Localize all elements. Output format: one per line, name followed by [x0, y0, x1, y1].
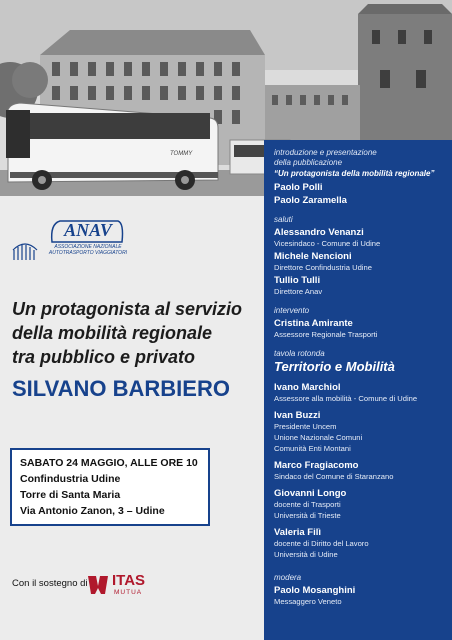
- panel-role: Assessore alla mobilità - Comune di Udine: [274, 394, 418, 403]
- saluti-role: Vicesindaco - Comune di Udine: [274, 239, 381, 248]
- intro-name: Paolo Polli: [274, 182, 323, 193]
- panel-role: Unione Nazionale Comuni: [274, 433, 363, 442]
- saluti-label: saluti: [274, 215, 293, 224]
- saluti-name: Tullio Tulli: [274, 275, 321, 286]
- sponsor-label: Con il sostegno di: [12, 578, 88, 589]
- panel-role: docente di Trasporti: [274, 500, 341, 509]
- intervento-label: intervento: [274, 306, 310, 315]
- event-venue: Confindustria Udine: [20, 473, 121, 485]
- intro-label: introduzione e presentazione: [274, 148, 377, 157]
- saluti-role: Direttore Confindustria Udine: [274, 263, 372, 272]
- anav-logo-subtitle: [48, 244, 128, 256]
- publication-title: “Un protagonista della mobilità regionale”: [274, 169, 435, 178]
- itas-logo: [86, 572, 176, 607]
- event-hall: Torre di Santa Maria: [20, 489, 121, 501]
- panel-name: Ivano Marchiol: [274, 382, 341, 393]
- anav-logo-text: ANAV: [64, 220, 112, 240]
- intervento-name: Cristina Amirante: [274, 318, 353, 329]
- speaker-name: SILVANO BARBIERO: [12, 376, 230, 401]
- anav-logo: [48, 218, 126, 264]
- panel-role: Presidente Uncem: [274, 422, 337, 431]
- panel-name: Ivan Buzzi: [274, 410, 321, 421]
- event-date: SABATO 24 MAGGIO, ALLE ORE 10: [20, 457, 198, 469]
- panel-name: Valeria Filì: [274, 527, 321, 538]
- panel-role: Comunità Enti Montani: [274, 444, 351, 453]
- panel-role: Università di Udine: [274, 550, 338, 559]
- saluti-name: Michele Nencioni: [274, 251, 352, 262]
- bus: [6, 103, 218, 190]
- itas-name: ITAS: [112, 572, 146, 589]
- intro-name: Paolo Zaramella: [274, 195, 347, 206]
- tavola-title: Territorio e Mobilità: [274, 359, 395, 374]
- panel-role: Sindaco del Comune di Staranzano: [274, 472, 394, 481]
- intervento-role: Assessore Regionale Trasporti: [274, 330, 378, 339]
- event-details-box: [10, 448, 210, 526]
- panel-name: Marco Fragiacomo: [274, 460, 359, 471]
- bus-logo-text: TOMMY: [170, 151, 193, 157]
- modera-name: Paolo Mosanghini: [274, 585, 356, 596]
- saluti-name: Alessandro Venanzi: [274, 227, 364, 238]
- modera-label: modera: [274, 573, 302, 582]
- saluti-role: Direttore Anav: [274, 287, 323, 296]
- event-title-line: della mobilità regionale: [12, 323, 213, 343]
- itas-sub: MUTUA: [114, 589, 143, 596]
- panel-role: Università di Trieste: [274, 511, 341, 520]
- panel-name: Giovanni Longo: [274, 488, 347, 499]
- panel-role: docente di Diritto del Lavoro: [274, 539, 369, 548]
- tavola-label: tavola rotonda: [274, 349, 325, 358]
- anav-logo-subtitle-line: ASSOCIAZIONE NAZIONALE: [54, 244, 122, 250]
- confindustria-logo-icon: [12, 240, 38, 262]
- anav-logo-subtitle-line: AUTOTRASPORTO VIAGGIATORI: [48, 250, 128, 256]
- event-title-line: tra pubblico e privato: [12, 347, 196, 367]
- event-address: Via Antonio Zanon, 3 – Udine: [20, 505, 165, 517]
- event-title-line: Un protagonista al servizio: [12, 299, 243, 319]
- intro-label: della pubblicazione: [274, 158, 343, 167]
- modera-role: Messaggero Veneto: [274, 597, 342, 606]
- program-panel: [264, 140, 452, 640]
